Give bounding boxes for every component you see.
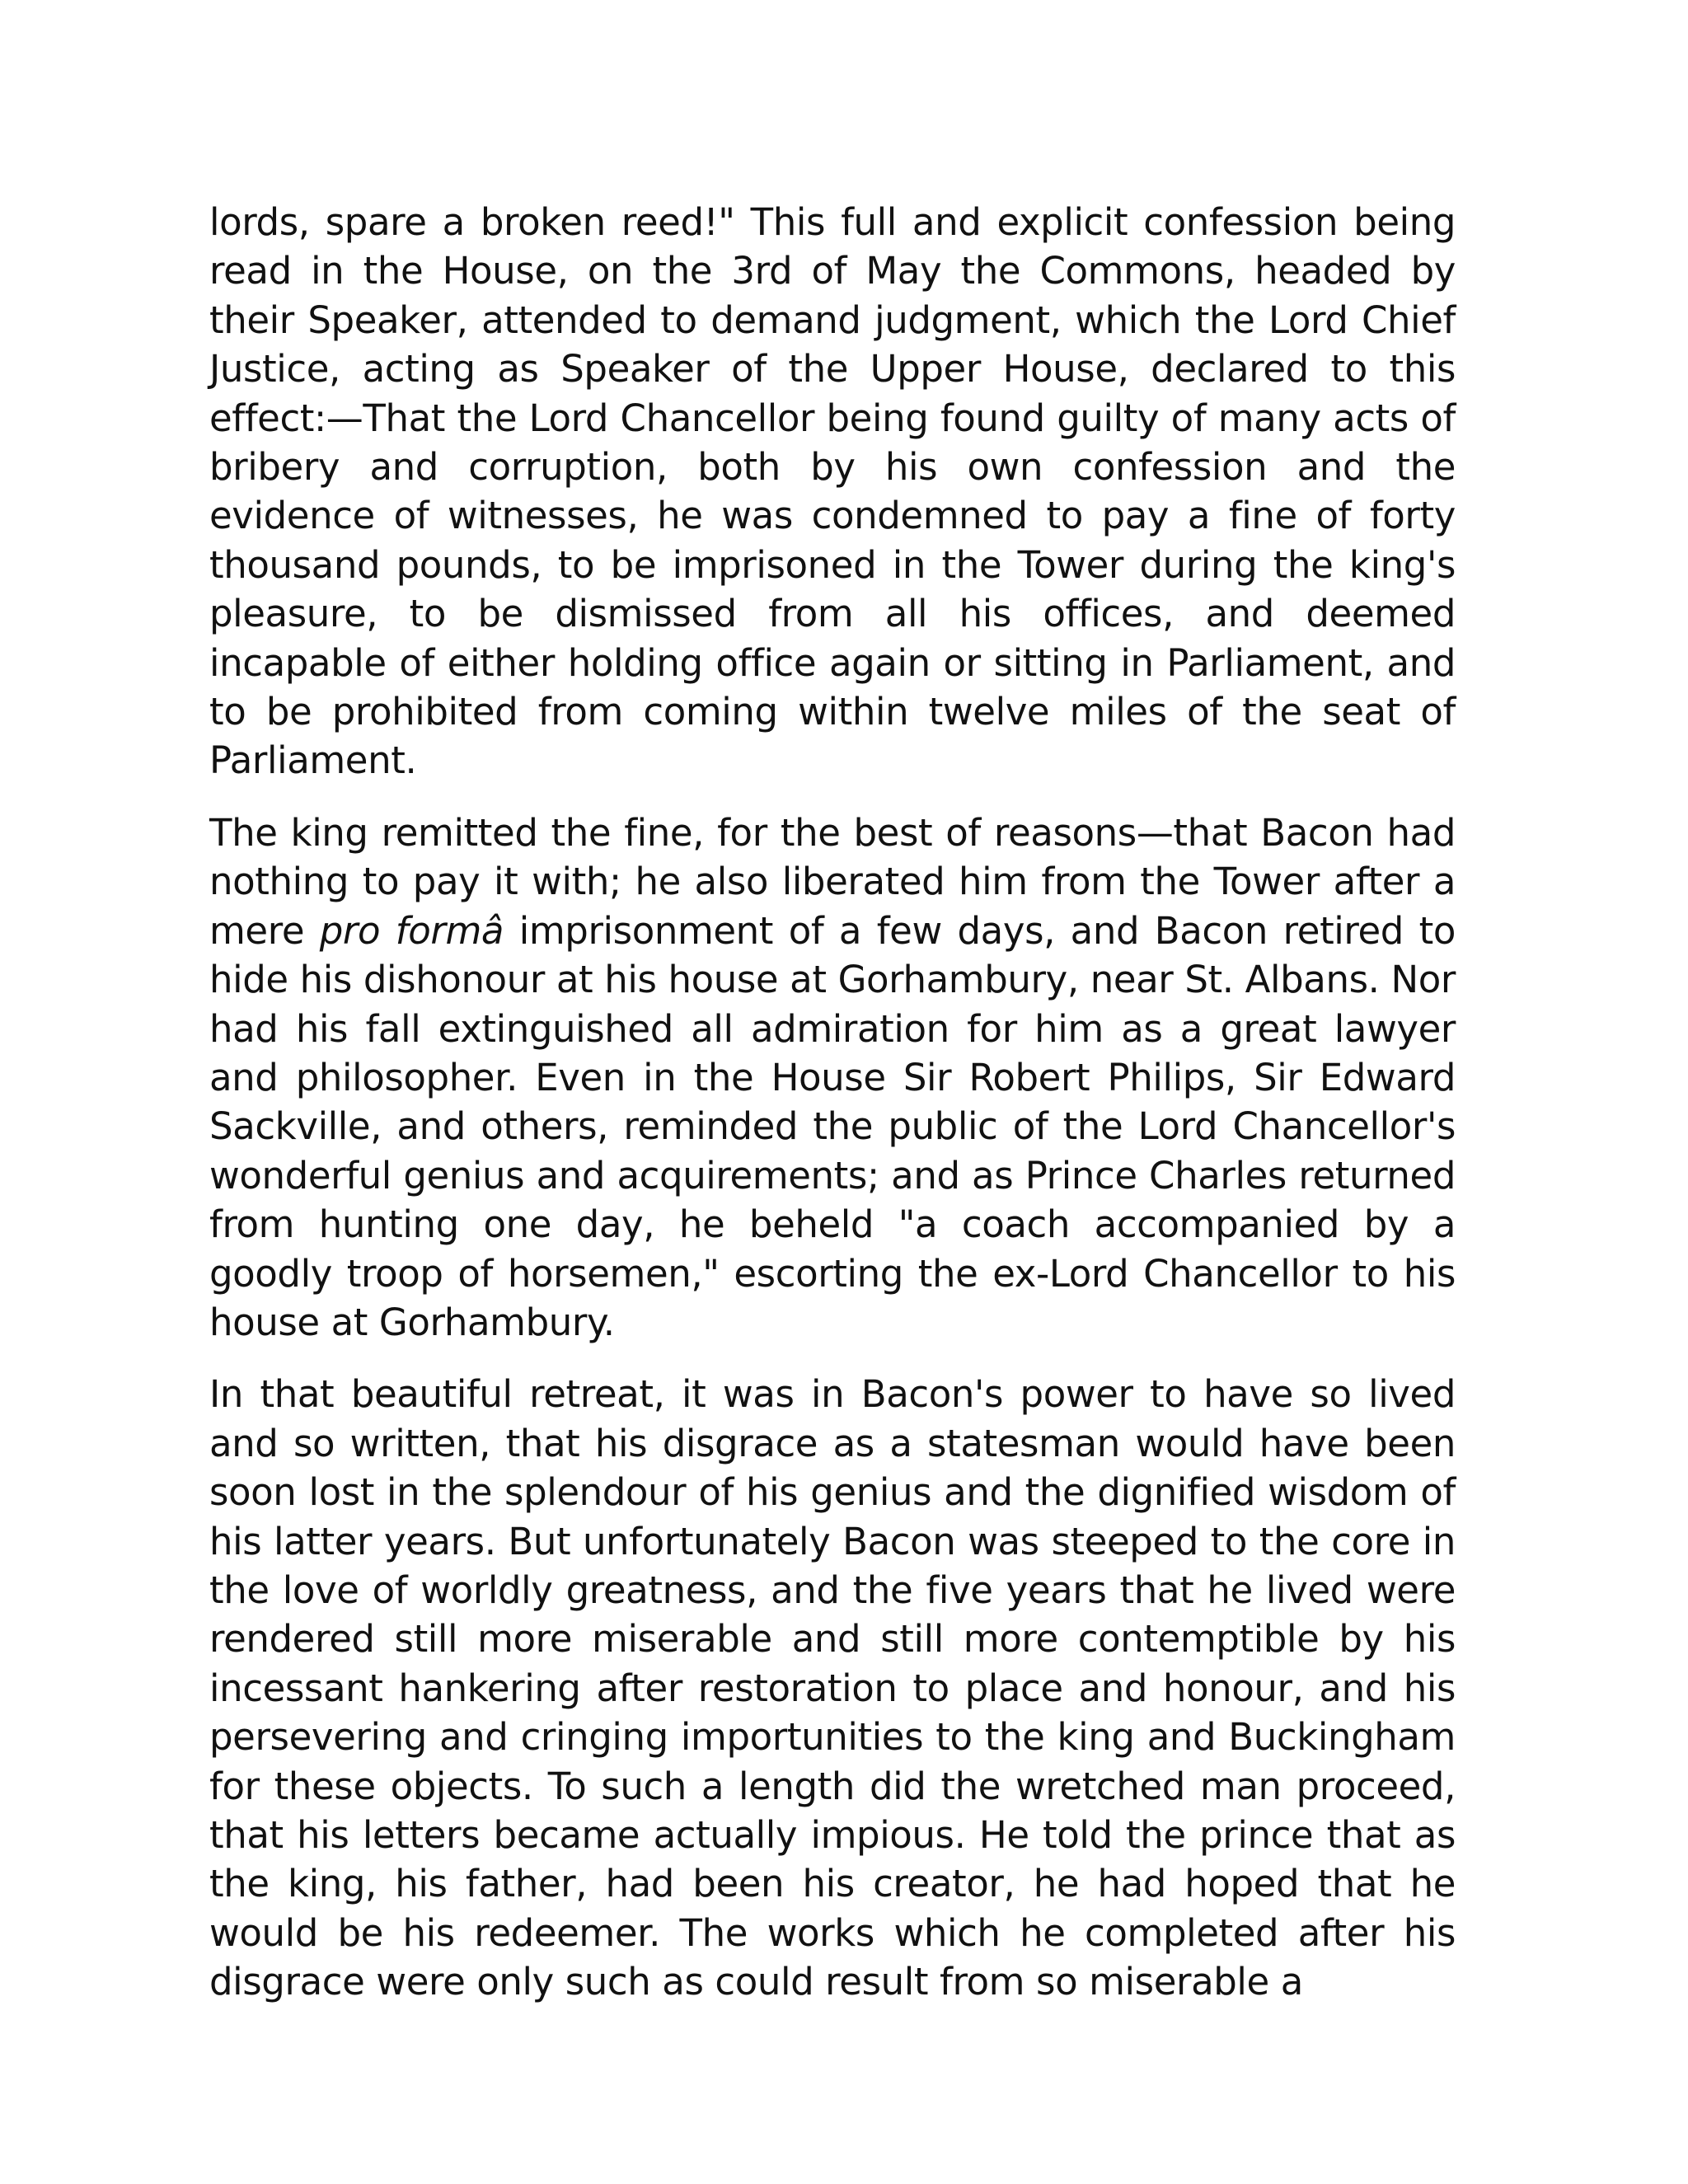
page-body <box>209 198 1456 2030</box>
paragraph-gorhambury-retreat: In that beautiful retreat, it was in Bacon's power to have so lived and so written, that his disgrace as a statesman would have been soon lost in the splendour of his genius and the dignified wisdom of his latter years. But unfortunately Bacon was steeped to the core in the love of worldly greatness, and the five years that he lived were rendered still more miserable and still more contemptible by his incessant hankering after restoration to place and honour, and his persevering and cringing importunities to the king and Buckingham for these objects. To such a length did the wretched man proceed, that his letters became actually impious. He told the prince that as the king, his father, had been his creator, he had hoped that he would be his redeemer. The works which he completed after his disgrace were only such as could result from so miserable a <box>209 1372 1456 2004</box>
paragraph-text-after-italic: imprisonment of a few days, and Bacon retired to hide his dishonour at his house at Gorhambury, near St. Albans. Nor had his fall extinguished all admiration for him as a great lawyer and philosopher. Even in the House Sir Robert Philips, Sir Edward Sackville, and others, reminded the public of the Lord Chancellor's wonderful genius and acquirements; and as Prince Charles returned from hunting one day, he beheld "a coach accompanied by a goodly troop of horsemen," escorting the ex-Lord Chancellor to his house at Gorhambury. <box>209 908 1456 1344</box>
paragraph-king-remitted-fine <box>209 808 1456 1347</box>
italic-phrase: pro formâ <box>319 908 504 953</box>
paragraph-text-before-italic: The king remitted the fine, for the best of reasons—that Bacon had nothing to pay it with; he also liberated him from the Tower after a mere <box>209 810 1456 953</box>
paragraph-confession-judgment: lords, spare a broken reed!" This full and explicit confession being read in the House, on the 3rd of May the Commons, headed by their Speaker, attended to demand judgment, which the Lord Chief Justice, acting as Speaker of the Upper House, declared to this effect:—That the Lord Chancellor being found guilty of many acts of bribery and corruption, both by his own confession and the evidence of witnesses, he was condemned to pay a fine of forty thousand pounds, to be imprisoned in the Tower during the king's pleasure, to be dismissed from all his offices, and deemed incapable of either holding office again or sitting in Parliament, and to be prohibited from coming within twelve miles of the seat of Parliament. <box>209 200 1456 783</box>
